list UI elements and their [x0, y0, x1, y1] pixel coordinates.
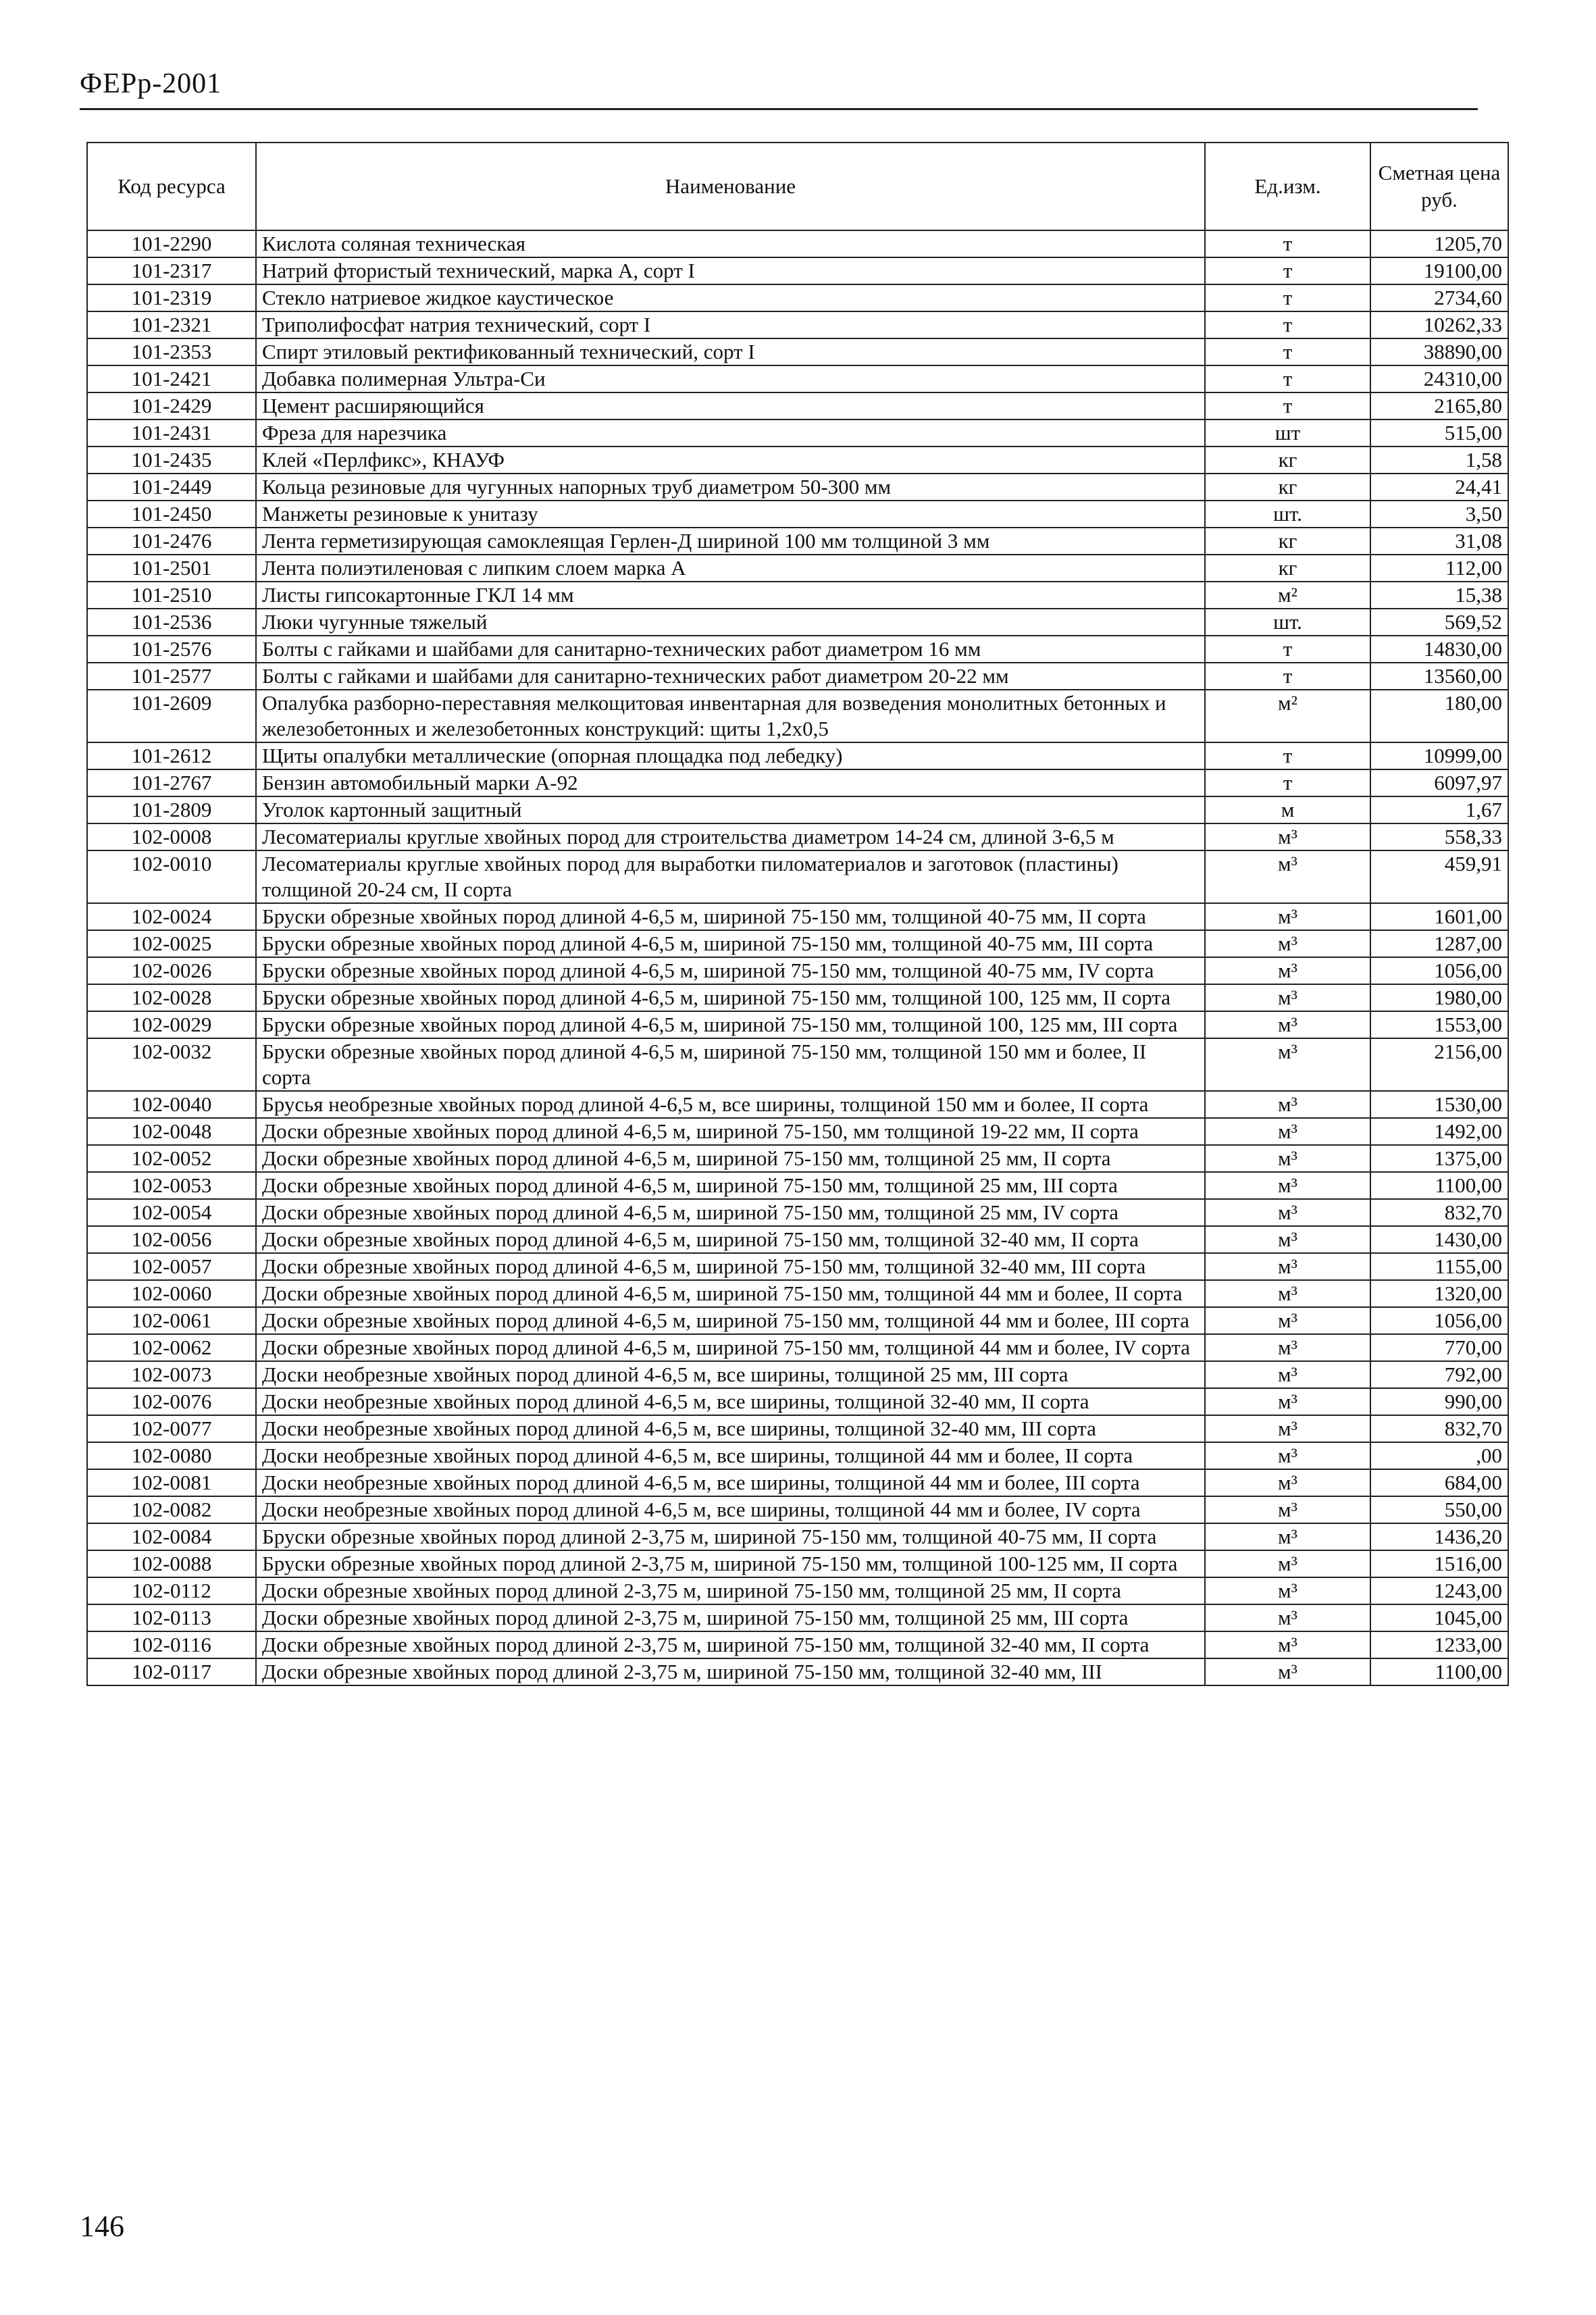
resource-name-cell: Бруски обрезные хвойных пород длиной 4-6,5 м, шириной 75-150 мм, толщиной 150 мм и более, II сорта [256, 1038, 1205, 1091]
resource-code-cell: 102-0084 [87, 1523, 256, 1550]
unit-cell: т [1205, 230, 1370, 257]
price-cell: 1,67 [1370, 796, 1508, 823]
unit-cell: м³ [1205, 1199, 1370, 1226]
unit-cell: м³ [1205, 1226, 1370, 1253]
resource-code-cell: 101-2435 [87, 447, 256, 474]
table-row [87, 1388, 1508, 1415]
table-row [87, 1280, 1508, 1307]
table-row [87, 1172, 1508, 1199]
table-row [87, 636, 1508, 663]
table-header-row [87, 143, 1508, 230]
unit-cell: м² [1205, 690, 1370, 742]
unit-cell: м³ [1205, 1658, 1370, 1685]
resource-name-cell: Доски необрезные хвойных пород длиной 4-6,5 м, все ширины, толщиной 25 мм, III сорта [256, 1361, 1205, 1388]
table-row [87, 284, 1508, 311]
resource-code-cell: 101-2353 [87, 338, 256, 365]
price-cell: 10262,33 [1370, 311, 1508, 338]
price-cell: 684,00 [1370, 1469, 1508, 1496]
table-row [87, 1307, 1508, 1334]
price-cell: 38890,00 [1370, 338, 1508, 365]
table-row [87, 230, 1508, 257]
table-row [87, 1442, 1508, 1469]
table-row [87, 1361, 1508, 1388]
table-row [87, 1334, 1508, 1361]
unit-cell: м³ [1205, 1011, 1370, 1038]
unit-cell: м [1205, 796, 1370, 823]
table-row [87, 1523, 1508, 1550]
unit-cell: шт [1205, 419, 1370, 447]
unit-cell: кг [1205, 528, 1370, 555]
resource-code-cell: 101-2501 [87, 555, 256, 582]
price-cell: 1100,00 [1370, 1658, 1508, 1685]
price-cell: 1320,00 [1370, 1280, 1508, 1307]
page-header-title: ФЕРр-2001 [80, 68, 222, 99]
resource-code-cell: 102-0062 [87, 1334, 256, 1361]
unit-cell: шт. [1205, 609, 1370, 636]
price-cell: 2734,60 [1370, 284, 1508, 311]
price-cell: 1601,00 [1370, 903, 1508, 930]
resource-name-cell: Бруски обрезные хвойных пород длиной 4-6,5 м, шириной 75-150 мм, толщиной 100, 125 мм, II сорта [256, 984, 1205, 1011]
resource-name-cell: Доски обрезные хвойных пород длиной 2-3,75 м, шириной 75-150 мм, толщиной 25 мм, II сорта [256, 1577, 1205, 1604]
table-row [87, 1118, 1508, 1145]
price-cell: 6097,97 [1370, 769, 1508, 796]
price-cell: 1430,00 [1370, 1226, 1508, 1253]
unit-cell: м³ [1205, 1280, 1370, 1307]
price-cell: 990,00 [1370, 1388, 1508, 1415]
price-cell: 1155,00 [1370, 1253, 1508, 1280]
resource-name-cell: Доски необрезные хвойных пород длиной 4-6,5 м, все ширины, толщиной 32-40 мм, II сорта [256, 1388, 1205, 1415]
table-row [87, 1631, 1508, 1658]
price-cell: 792,00 [1370, 1361, 1508, 1388]
table-row [87, 1469, 1508, 1496]
resource-name-cell: Натрий фтористый технический, марка А, сорт I [256, 257, 1205, 284]
resource-name-cell: Доски необрезные хвойных пород длиной 4-6,5 м, все ширины, толщиной 32-40 мм, III сорта [256, 1415, 1205, 1442]
unit-cell: м³ [1205, 1604, 1370, 1631]
resource-name-cell: Добавка полимерная Ультра-Си [256, 365, 1205, 392]
unit-cell: м³ [1205, 1523, 1370, 1550]
resource-name-cell: Доски обрезные хвойных пород длиной 4-6,5 м, шириной 75-150 мм, толщиной 44 мм и более, II сорта [256, 1280, 1205, 1307]
unit-cell: м³ [1205, 850, 1370, 903]
unit-cell: м³ [1205, 984, 1370, 1011]
resource-code-cell: 101-2317 [87, 257, 256, 284]
table-row [87, 823, 1508, 850]
resource-code-cell: 102-0116 [87, 1631, 256, 1658]
table-row [87, 365, 1508, 392]
resource-code-cell: 102-0056 [87, 1226, 256, 1253]
price-cell: 10999,00 [1370, 742, 1508, 769]
table-row [87, 850, 1508, 903]
resource-name-cell: Спирт этиловый ректификованный технический, сорт I [256, 338, 1205, 365]
unit-cell: м³ [1205, 1038, 1370, 1091]
price-cell: 15,38 [1370, 582, 1508, 609]
resource-name-cell: Доски обрезные хвойных пород длиной 4-6,5 м, шириной 75-150 мм, толщиной 25 мм, IV сорта [256, 1199, 1205, 1226]
resource-code-cell: 101-2449 [87, 474, 256, 501]
price-cell: 3,50 [1370, 501, 1508, 528]
resource-name-cell: Доски обрезные хвойных пород длиной 4-6,5 м, шириной 75-150 мм, толщиной 44 мм и более, IV сорта [256, 1334, 1205, 1361]
resource-name-cell: Листы гипсокартонные ГКЛ 14 мм [256, 582, 1205, 609]
price-cell: 459,91 [1370, 850, 1508, 903]
resource-code-cell: 102-0117 [87, 1658, 256, 1685]
resource-code-cell: 102-0060 [87, 1280, 256, 1307]
unit-cell: т [1205, 663, 1370, 690]
resource-code-cell: 102-0061 [87, 1307, 256, 1334]
price-cell: 1492,00 [1370, 1118, 1508, 1145]
price-cell: 1436,20 [1370, 1523, 1508, 1550]
table-row [87, 1199, 1508, 1226]
resource-name-cell: Бруски обрезные хвойных пород длиной 2-3,75 м, шириной 75-150 мм, толщиной 100-125 мм, II сорта [256, 1550, 1205, 1577]
unit-cell: м³ [1205, 1550, 1370, 1577]
unit-cell: т [1205, 636, 1370, 663]
resource-name-cell: Цемент расширяющийся [256, 392, 1205, 419]
resource-name-cell: Болты с гайками и шайбами для санитарно-технических работ диаметром 16 мм [256, 636, 1205, 663]
table-row [87, 984, 1508, 1011]
price-cell: 2156,00 [1370, 1038, 1508, 1091]
unit-cell: м³ [1205, 823, 1370, 850]
price-cell: 13560,00 [1370, 663, 1508, 690]
resource-code-cell: 101-2319 [87, 284, 256, 311]
resource-code-cell: 102-0029 [87, 1011, 256, 1038]
table-row [87, 1091, 1508, 1118]
resource-code-cell: 101-2321 [87, 311, 256, 338]
price-cell: 24310,00 [1370, 365, 1508, 392]
resource-code-cell: 101-2809 [87, 796, 256, 823]
table-row [87, 311, 1508, 338]
price-cell: 1553,00 [1370, 1011, 1508, 1038]
unit-cell: т [1205, 365, 1370, 392]
resource-name-cell: Триполифосфат натрия технический, сорт I [256, 311, 1205, 338]
table-row [87, 447, 1508, 474]
table-row [87, 1577, 1508, 1604]
resource-price-table [86, 142, 1509, 1686]
unit-cell: м³ [1205, 1496, 1370, 1523]
unit-cell: кг [1205, 474, 1370, 501]
table-header [87, 143, 1508, 230]
unit-cell: м³ [1205, 1415, 1370, 1442]
table-row [87, 609, 1508, 636]
price-cell: 19100,00 [1370, 257, 1508, 284]
price-cell: 1205,70 [1370, 230, 1508, 257]
resource-name-cell: Доски обрезные хвойных пород длиной 2-3,75 м, шириной 75-150 мм, толщиной 32-40 мм, III [256, 1658, 1205, 1685]
unit-cell: м³ [1205, 1253, 1370, 1280]
table-row [87, 1145, 1508, 1172]
price-cell: 1980,00 [1370, 984, 1508, 1011]
table-row [87, 1496, 1508, 1523]
price-cell: 14830,00 [1370, 636, 1508, 663]
resource-name-cell: Брусья необрезные хвойных пород длиной 4-6,5 м, все ширины, толщиной 150 мм и более, II сорта [256, 1091, 1205, 1118]
table-row [87, 1658, 1508, 1685]
resource-code-cell: 102-0048 [87, 1118, 256, 1145]
table-row [87, 1226, 1508, 1253]
resource-code-cell: 102-0054 [87, 1199, 256, 1226]
unit-cell: м³ [1205, 1118, 1370, 1145]
resource-code-cell: 102-0073 [87, 1361, 256, 1388]
unit-cell: м³ [1205, 1145, 1370, 1172]
price-cell: 180,00 [1370, 690, 1508, 742]
price-cell: 1375,00 [1370, 1145, 1508, 1172]
resource-name-cell: Кислота соляная техническая [256, 230, 1205, 257]
resource-name-cell: Доски необрезные хвойных пород длиной 4-6,5 м, все ширины, толщиной 44 мм и более, IV сорта [256, 1496, 1205, 1523]
table-row [87, 769, 1508, 796]
table-row [87, 474, 1508, 501]
unit-cell: кг [1205, 447, 1370, 474]
table-row [87, 1604, 1508, 1631]
resource-code-cell: 102-0010 [87, 850, 256, 903]
column-header-unit: Ед.изм. [1205, 143, 1370, 230]
price-cell: 1045,00 [1370, 1604, 1508, 1631]
resource-name-cell: Клей «Перлфикс», КНАУФ [256, 447, 1205, 474]
unit-cell: м³ [1205, 1091, 1370, 1118]
resource-code-cell: 101-2429 [87, 392, 256, 419]
resource-name-cell: Бензин автомобильный марки А-92 [256, 769, 1205, 796]
resource-code-cell: 102-0082 [87, 1496, 256, 1523]
price-cell: 24,41 [1370, 474, 1508, 501]
table-row [87, 663, 1508, 690]
price-cell: 1516,00 [1370, 1550, 1508, 1577]
resource-name-cell: Доски обрезные хвойных пород длиной 4-6,5 м, шириной 75-150 мм, толщиной 25 мм, II сорта [256, 1145, 1205, 1172]
unit-cell: т [1205, 284, 1370, 311]
resource-name-cell: Бруски обрезные хвойных пород длиной 2-3,75 м, шириной 75-150 мм, толщиной 40-75 мм, II сорта [256, 1523, 1205, 1550]
table-row [87, 930, 1508, 957]
resource-name-cell: Бруски обрезные хвойных пород длиной 4-6,5 м, шириной 75-150 мм, толщиной 40-75 мм, IV сорта [256, 957, 1205, 984]
price-cell: 112,00 [1370, 555, 1508, 582]
resource-code-cell: 102-0052 [87, 1145, 256, 1172]
resource-code-cell: 101-2476 [87, 528, 256, 555]
unit-cell: м² [1205, 582, 1370, 609]
unit-cell: м³ [1205, 1577, 1370, 1604]
unit-cell: м³ [1205, 1334, 1370, 1361]
resource-name-cell: Манжеты резиновые к унитазу [256, 501, 1205, 528]
resource-name-cell: Опалубка разборно-переставняя мелкощитовая инвентарная для возведения монолитных бетонных и железобетонных и железобетонных конструкций: щиты 1,2х0,5 [256, 690, 1205, 742]
unit-cell: т [1205, 742, 1370, 769]
resource-code-cell: 101-2510 [87, 582, 256, 609]
price-cell: 1233,00 [1370, 1631, 1508, 1658]
page-number: 146 [80, 2210, 124, 2243]
resource-code-cell: 102-0076 [87, 1388, 256, 1415]
resource-code-cell: 101-2536 [87, 609, 256, 636]
table-row [87, 690, 1508, 742]
unit-cell: м³ [1205, 957, 1370, 984]
price-cell: 1,58 [1370, 447, 1508, 474]
resource-name-cell: Кольца резиновые для чугунных напорных труб диаметром 50-300 мм [256, 474, 1205, 501]
resource-code-cell: 101-2421 [87, 365, 256, 392]
resource-code-cell: 102-0112 [87, 1577, 256, 1604]
resource-name-cell: Бруски обрезные хвойных пород длиной 4-6,5 м, шириной 75-150 мм, толщиной 40-75 мм, III сорта [256, 930, 1205, 957]
unit-cell: м³ [1205, 1361, 1370, 1388]
unit-cell: шт. [1205, 501, 1370, 528]
resource-code-cell: 101-2450 [87, 501, 256, 528]
resource-code-cell: 102-0080 [87, 1442, 256, 1469]
resource-code-cell: 102-0057 [87, 1253, 256, 1280]
resource-name-cell: Доски обрезные хвойных пород длиной 4-6,5 м, шириной 75-150, мм толщиной 19-22 мм, II сорта [256, 1118, 1205, 1145]
table-row [87, 1253, 1508, 1280]
price-cell: 558,33 [1370, 823, 1508, 850]
resource-name-cell: Доски необрезные хвойных пород длиной 4-6,5 м, все ширины, толщиной 44 мм и более, II сорта [256, 1442, 1205, 1469]
resource-name-cell: Доски обрезные хвойных пород длиной 2-3,75 м, шириной 75-150 мм, толщиной 25 мм, III сорта [256, 1604, 1205, 1631]
resource-code-cell: 101-2577 [87, 663, 256, 690]
resource-name-cell: Фреза для нарезчика [256, 419, 1205, 447]
unit-cell: т [1205, 257, 1370, 284]
table-body [87, 230, 1508, 1685]
price-cell: 770,00 [1370, 1334, 1508, 1361]
resource-code-cell: 102-0040 [87, 1091, 256, 1118]
resource-code-cell: 102-0032 [87, 1038, 256, 1091]
resource-name-cell: Доски обрезные хвойных пород длиной 4-6,5 м, шириной 75-150 мм, толщиной 32-40 мм, II сорта [256, 1226, 1205, 1253]
resource-code-cell: 101-2767 [87, 769, 256, 796]
resource-name-cell: Лента герметизирующая самоклеящая Герлен-Д шириной 100 мм толщиной 3 мм [256, 528, 1205, 555]
price-cell: 569,52 [1370, 609, 1508, 636]
resource-code-cell: 102-0081 [87, 1469, 256, 1496]
table-row [87, 582, 1508, 609]
resource-code-cell: 102-0053 [87, 1172, 256, 1199]
unit-cell: м³ [1205, 1631, 1370, 1658]
price-cell: 31,08 [1370, 528, 1508, 555]
price-cell: 1287,00 [1370, 930, 1508, 957]
table-row [87, 1415, 1508, 1442]
table-row [87, 742, 1508, 769]
resource-name-cell: Доски обрезные хвойных пород длиной 4-6,5 м, шириной 75-150 мм, толщиной 25 мм, III сорта [256, 1172, 1205, 1199]
resource-name-cell: Щиты опалубки металлические (опорная площадка под лебедку) [256, 742, 1205, 769]
table-row [87, 1011, 1508, 1038]
resource-name-cell: Уголок картонный защитный [256, 796, 1205, 823]
table-row [87, 957, 1508, 984]
table-row [87, 392, 1508, 419]
table-row [87, 903, 1508, 930]
price-cell: 2165,80 [1370, 392, 1508, 419]
resource-name-cell: Бруски обрезные хвойных пород длиной 4-6,5 м, шириной 75-150 мм, толщиной 100, 125 мм, III сорта [256, 1011, 1205, 1038]
resource-name-cell: Лесоматериалы круглые хвойных пород для строительства диаметром 14-24 см, длиной 3-6,5 м [256, 823, 1205, 850]
table-row [87, 257, 1508, 284]
column-header-price: Сметная цена руб. [1370, 143, 1508, 230]
resource-code-cell: 101-2431 [87, 419, 256, 447]
unit-cell: м³ [1205, 1469, 1370, 1496]
resource-code-cell: 102-0026 [87, 957, 256, 984]
resource-name-cell: Лесоматериалы круглые хвойных пород для выработки пиломатериалов и заготовок (пластины) толщиной 20-24 см, II сорта [256, 850, 1205, 903]
price-cell: 832,70 [1370, 1199, 1508, 1226]
unit-cell: м³ [1205, 1442, 1370, 1469]
unit-cell: м³ [1205, 1307, 1370, 1334]
resource-code-cell: 102-0008 [87, 823, 256, 850]
unit-cell: т [1205, 769, 1370, 796]
resource-code-cell: 102-0088 [87, 1550, 256, 1577]
resource-code-cell: 101-2576 [87, 636, 256, 663]
unit-cell: т [1205, 392, 1370, 419]
price-cell: 515,00 [1370, 419, 1508, 447]
resource-name-cell: Болты с гайками и шайбами для санитарно-технических работ диаметром 20-22 мм [256, 663, 1205, 690]
unit-cell: т [1205, 338, 1370, 365]
resource-code-cell: 102-0113 [87, 1604, 256, 1631]
table-row [87, 1550, 1508, 1577]
resource-code-cell: 102-0025 [87, 930, 256, 957]
unit-cell: м³ [1205, 1172, 1370, 1199]
table-row [87, 796, 1508, 823]
resource-name-cell: Стекло натриевое жидкое каустическое [256, 284, 1205, 311]
resource-name-cell: Лента полиэтиленовая с липким слоем марка А [256, 555, 1205, 582]
price-cell: 832,70 [1370, 1415, 1508, 1442]
price-cell: 550,00 [1370, 1496, 1508, 1523]
table-row [87, 1038, 1508, 1091]
unit-cell: м³ [1205, 1388, 1370, 1415]
resource-name-cell: Доски обрезные хвойных пород длиной 4-6,5 м, шириной 75-150 мм, толщиной 32-40 мм, III сорта [256, 1253, 1205, 1280]
resource-name-cell: Доски обрезные хвойных пород длиной 4-6,5 м, шириной 75-150 мм, толщиной 44 мм и более, III сорта [256, 1307, 1205, 1334]
resource-name-cell: Люки чугунные тяжелый [256, 609, 1205, 636]
unit-cell: т [1205, 311, 1370, 338]
price-cell: ,00 [1370, 1442, 1508, 1469]
unit-cell: кг [1205, 555, 1370, 582]
resource-code-cell: 101-2290 [87, 230, 256, 257]
price-cell: 1100,00 [1370, 1172, 1508, 1199]
unit-cell: м³ [1205, 903, 1370, 930]
price-cell: 1243,00 [1370, 1577, 1508, 1604]
table-row [87, 338, 1508, 365]
resource-code-cell: 101-2609 [87, 690, 256, 742]
price-cell: 1530,00 [1370, 1091, 1508, 1118]
table-row [87, 528, 1508, 555]
resource-name-cell: Доски обрезные хвойных пород длиной 2-3,75 м, шириной 75-150 мм, толщиной 32-40 мм, II сорта [256, 1631, 1205, 1658]
resource-code-cell: 102-0077 [87, 1415, 256, 1442]
table-row [87, 501, 1508, 528]
resource-name-cell: Бруски обрезные хвойных пород длиной 4-6,5 м, шириной 75-150 мм, толщиной 40-75 мм, II сорта [256, 903, 1205, 930]
resource-name-cell: Доски необрезные хвойных пород длиной 4-6,5 м, все ширины, толщиной 44 мм и более, III сорта [256, 1469, 1205, 1496]
column-header-name: Наименование [256, 143, 1205, 230]
price-cell: 1056,00 [1370, 957, 1508, 984]
table-row [87, 419, 1508, 447]
price-cell: 1056,00 [1370, 1307, 1508, 1334]
resource-code-cell: 101-2612 [87, 742, 256, 769]
table-row [87, 555, 1508, 582]
resource-code-cell: 102-0024 [87, 903, 256, 930]
column-header-code: Код ресурса [87, 143, 256, 230]
unit-cell: м³ [1205, 930, 1370, 957]
resource-code-cell: 102-0028 [87, 984, 256, 1011]
header-divider [80, 108, 1478, 110]
